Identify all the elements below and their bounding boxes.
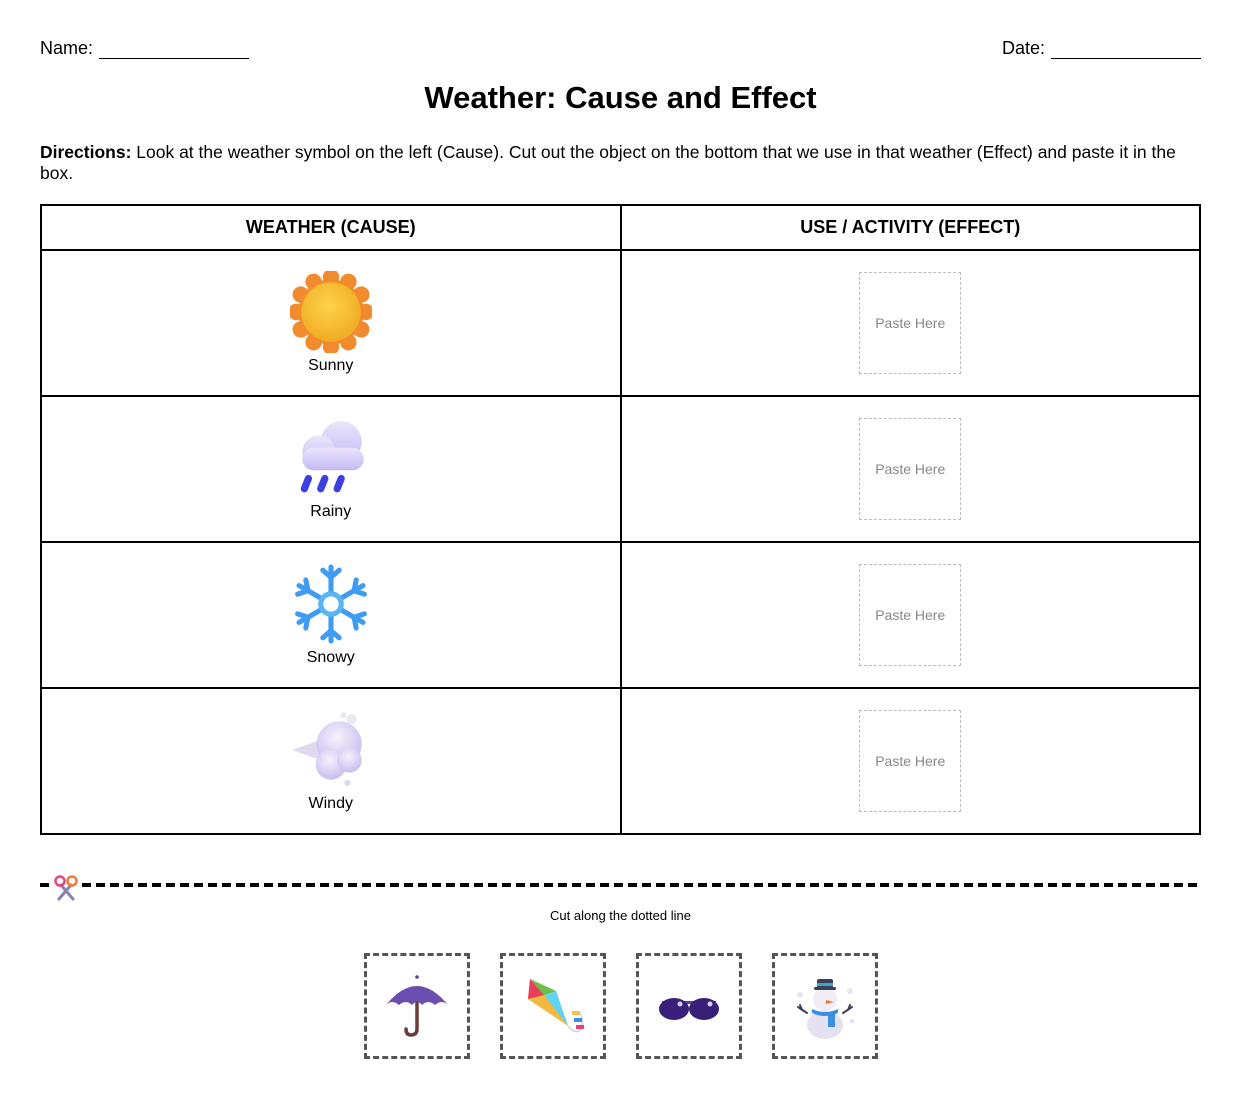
name-field xyxy=(40,38,249,59)
wind-face-icon xyxy=(290,709,372,791)
header-row xyxy=(40,38,1201,62)
kite-icon xyxy=(518,971,588,1041)
header-cause: WEATHER (CAUSE) xyxy=(41,205,621,250)
name-blank[interactable] xyxy=(99,41,249,59)
date-blank[interactable] xyxy=(1051,41,1201,59)
cutout-items xyxy=(364,953,878,1059)
page-title: Weather: Cause and Effect xyxy=(424,80,817,115)
sun-icon xyxy=(290,271,372,353)
table-row xyxy=(41,396,1200,542)
effect-cell xyxy=(621,250,1201,396)
cause-effect-table xyxy=(40,204,1201,835)
cause-cell xyxy=(41,542,621,688)
table-row xyxy=(41,250,1200,396)
snowflake-icon xyxy=(290,563,372,645)
snowman-icon xyxy=(790,971,860,1041)
cause-cell xyxy=(41,688,621,834)
directions-text: Look at the weather symbol on the left (Cause). Cut out the object on the bottom that we use in that weather (Effect) and paste it in the box. xyxy=(40,142,1176,183)
weather-label: Windy xyxy=(308,795,353,812)
sunglasses-icon xyxy=(654,971,724,1041)
paste-box[interactable]: Paste Here xyxy=(859,418,961,520)
date-label: Date: xyxy=(1001,38,1045,58)
paste-box[interactable]: Paste Here xyxy=(859,710,961,812)
cutout-snowman[interactable] xyxy=(772,953,878,1059)
rain-cloud-icon xyxy=(290,417,372,499)
table-row xyxy=(41,688,1200,834)
cutout-umbrella[interactable] xyxy=(364,953,470,1059)
cause-cell xyxy=(41,250,621,396)
effect-cell xyxy=(621,542,1201,688)
date-field xyxy=(1002,38,1201,59)
paste-box[interactable]: Paste Here xyxy=(859,564,961,666)
cut-line xyxy=(40,883,1201,887)
directions xyxy=(40,142,1201,184)
weather-label: Snowy xyxy=(306,649,355,666)
name-label: Name: xyxy=(40,38,94,58)
paste-box[interactable]: Paste Here xyxy=(859,272,961,374)
cause-cell xyxy=(41,396,621,542)
effect-cell xyxy=(621,688,1201,834)
header-effect: USE / ACTIVITY (EFFECT) xyxy=(621,205,1201,250)
cut-caption: Cut along the dotted line xyxy=(550,908,691,923)
weather-label: Sunny xyxy=(308,357,354,374)
table-row xyxy=(41,542,1200,688)
weather-label: Rainy xyxy=(310,503,352,520)
directions-label: Directions: xyxy=(40,142,132,162)
umbrella-icon xyxy=(382,971,452,1041)
cutout-sunglasses[interactable] xyxy=(636,953,742,1059)
scissors-icon xyxy=(51,874,81,902)
cutout-kite[interactable] xyxy=(500,953,606,1059)
effect-cell xyxy=(621,396,1201,542)
